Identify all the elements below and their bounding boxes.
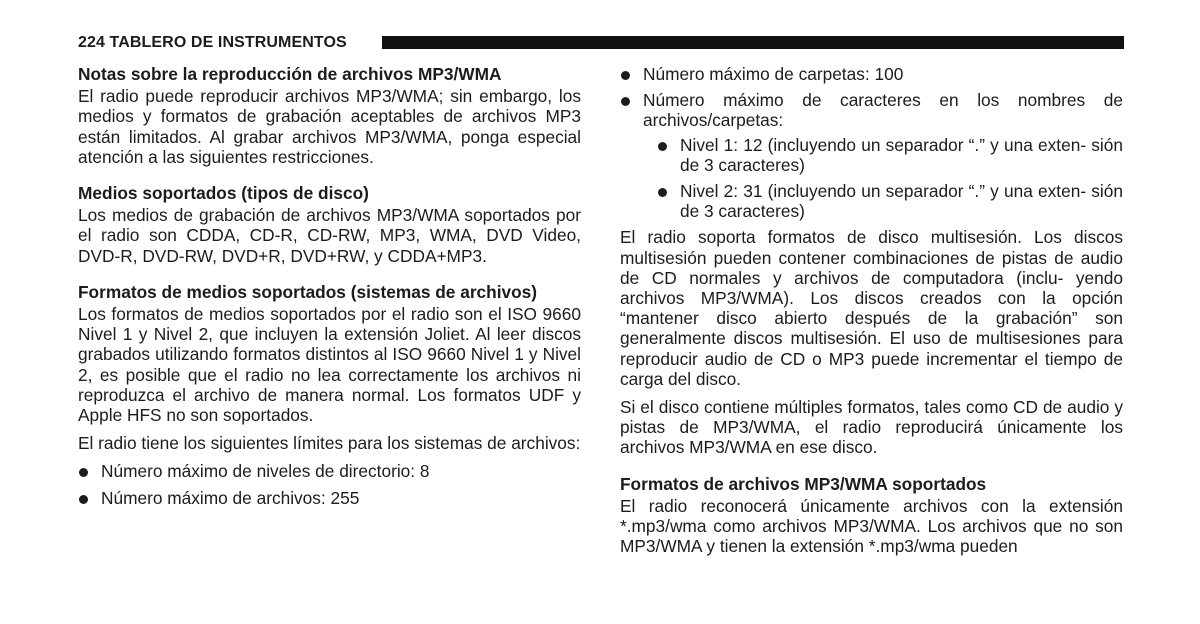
header-rule	[382, 36, 1124, 49]
paragraph-multisession: El radio soporta formatos de disco multisesión. Los discos multisesión pueden contener combinaciones de pistas de audio de CD normales y archivos de computadora (inclu- yendo archivos MP3/WMA). Los discos creados con la opción “mantener disco abierto después de la grabación” son generalmente discos multisesión. El uso de multisesiones para reproducir audio de CD o MP3 puede incrementar el tiempo de carga del disco.	[620, 227, 1123, 389]
paragraph-supported-formats: Los formatos de medios soportados por el radio son el ISO 9660 Nivel 1 y Nivel 2, que incluyen la extensión Joliet. Al leer discos grabados utilizando formatos distintos al ISO 9660 Nivel 1 y Nivel 2, es posible que el radio no lea correctamente los archivos ni reproduzca el archivo de manera normal. Los formatos UDF y Apple HFS no son soportados.	[78, 304, 581, 426]
sub-list-item	[657, 135, 1123, 175]
bullet-icon	[79, 468, 88, 477]
list-item-text: Número máximo de niveles de directorio: 8	[101, 461, 430, 482]
heading-supported-media: Medios soportados (tipos de disco)	[78, 183, 369, 204]
bullet-icon	[621, 71, 630, 80]
paragraph-supported-media: Los medios de grabación de archivos MP3/WMA soportados por el radio son CDDA, CD-R, CD-RW, MP3, WMA, DVD Video, DVD-R, DVD-RW, DVD+R, DVD+RW, y CDDA+MP3.	[78, 205, 581, 266]
heading-mp3-notes: Notas sobre la reproducción de archivos MP3/WMA	[78, 64, 502, 84]
list-item-text: Número máximo de caracteres en los nombres de archivos/carpetas:	[643, 90, 1123, 131]
list-item	[78, 488, 581, 508]
list-item	[620, 90, 1123, 221]
paragraph-limits-intro: El radio tiene los siguientes límites para los sistemas de archivos:	[78, 433, 581, 454]
bullet-icon	[658, 142, 667, 151]
bullet-icon	[79, 495, 88, 504]
limits-list-continued	[620, 64, 1123, 221]
sub-list-item	[657, 181, 1123, 221]
name-length-sublist	[643, 135, 1123, 222]
bullet-icon	[658, 188, 667, 197]
list-item	[620, 64, 1123, 84]
list-item	[78, 461, 581, 481]
left-column	[78, 64, 581, 514]
sub-list-item-text: Nivel 1: 12 (incluyendo un separador “.” y una exten- sión de 3 caracteres)	[680, 134, 1123, 175]
paragraph-file-extensions: El radio reconocerá únicamente archivos con la extensión *.mp3/wma como archivos MP3/WMA. Los archivos que no son MP3/WMA y tienen la extensión *.mp3/wma pueden	[620, 495, 1123, 557]
limits-list	[78, 461, 581, 507]
paragraph-mixed-formats: Si el disco contiene múltiples formatos, tales como CD de audio y pistas de MP3/WMA, el radio reproducirá únicamente los archivos MP3/WMA en ese disco.	[620, 397, 1123, 458]
list-item-text: Número máximo de archivos: 255	[101, 487, 360, 508]
sub-list-item-text: Nivel 2: 31 (incluyendo un separador “.” y una exten- sión de 3 caracteres)	[680, 181, 1123, 222]
page-header	[78, 33, 1124, 53]
page-number-and-section: 224 TABLERO DE INSTRUMENTOS	[78, 34, 347, 51]
list-item-text: Número máximo de carpetas: 100	[643, 64, 904, 84]
heading-supported-file-formats: Formatos de archivos MP3/WMA soportados	[620, 473, 987, 494]
heading-supported-formats: Formatos de medios soportados (sistemas de archivos)	[78, 281, 538, 302]
right-column	[620, 64, 1123, 564]
bullet-icon	[621, 97, 630, 106]
paragraph-mp3-notes: El radio puede reproducir archivos MP3/WMA; sin embargo, los medios y formatos de grabación aceptables de archivos MP3 están limitados. Al grabar archivos MP3/WMA, ponga especial atención a las siguientes restricciones.	[78, 86, 581, 167]
